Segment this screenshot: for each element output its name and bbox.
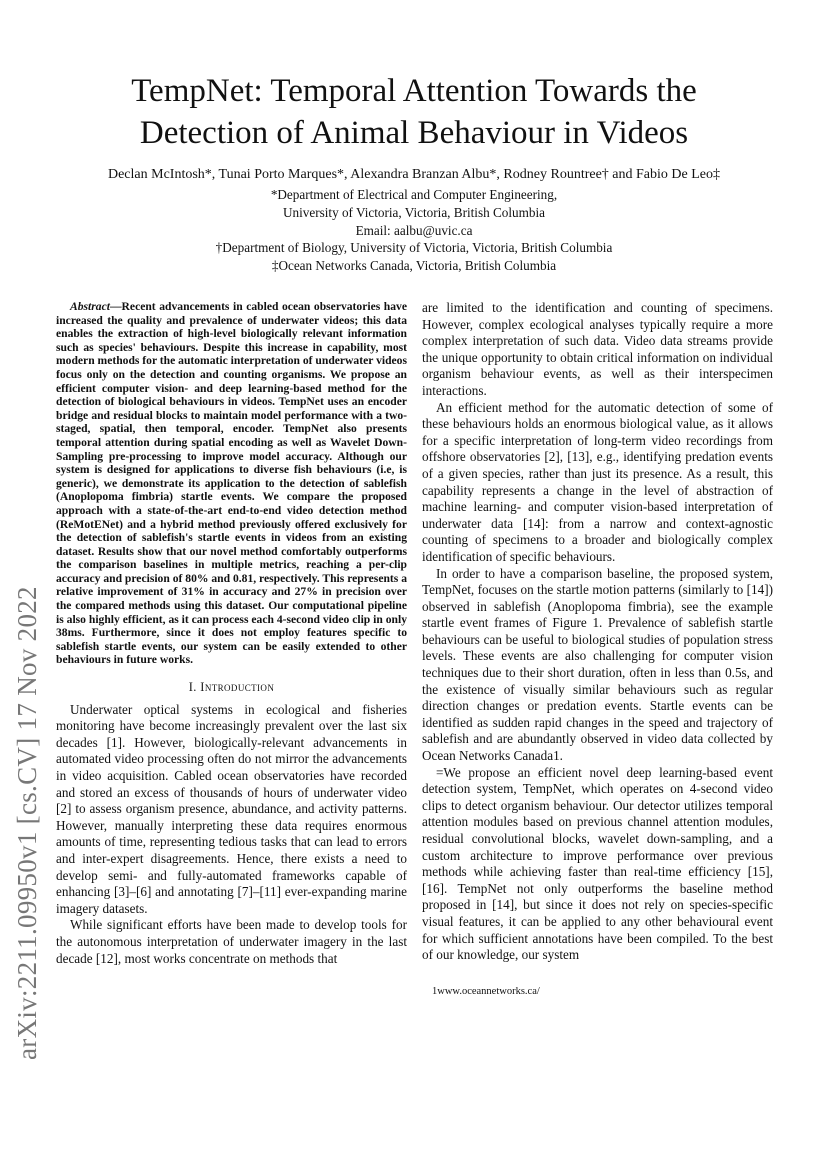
affiliation-4: ‡Ocean Networks Canada, Victoria, British Columbia (271, 258, 557, 273)
author-list: Declan McIntosh*, Tunai Porto Marques*, Alexandra Branzan Albu*, Rodney Rountree† and Fabio De Leo‡ (107, 167, 720, 182)
right-paragraph-0: are limited to the identification and counting of specimens. However, complex ecological analyses typically require a more complex interpretation of such data. Video data streams provide the unique opportunity to obtain critical information on individual organism behaviour events, as well as their interspecimen interactions. (422, 300, 773, 398)
footnote: 1www.oceannetworks.ca/ (432, 986, 540, 997)
intro-paragraph-2: While significant efforts have been made to develop tools for the autonomous interpretation of underwater imagery in the last decade [12], most works concentrate on methods that (56, 917, 407, 966)
left-column (56, 300, 407, 967)
section-heading (56, 679, 407, 696)
abstract-lead: Abstract (70, 300, 110, 313)
title-line-2: Detection of Animal Behaviour in Videos (139, 115, 689, 151)
right-paragraph-1: An efficient method for the automatic detection of some of these behaviours holds an enormous biological value, as it allows for a specific interpretation of long-term video recordings from offshore observatories [2], [13], e.g., identifying predation events of a given species, rather than just its presence. As a result, this capability represents a change in the level of abstraction of machine learning- and computer vision-based interpretation of underwater data [14]: from a narrow and context-agnostic counting of specimens to a broader and biologically complex identification of specific behaviours. (422, 399, 773, 564)
arxiv-identifier: arXiv:2211.09950v1 [cs.CV] 17 Nov 2022 (12, 586, 42, 1060)
right-paragraph-2: In order to have a comparison baseline, the proposed system, TempNet, focuses on the startle motion patterns (similarly to [14]) observed in sablefish (Anoplopoma fimbria), see the example startle event frames of Figure 1. Prevalence of sablefish startle behaviours can be useful to biological studies of population stress levels. These events are also challenging for computer vision techniques due to their short duration, often in less than 0.5s, and the existence of visually similar behaviours such as regular direction changes or predation events. Startle events can be identified as sudden rapid changes in the speed and trajectory of sablefish and are abundantly observed in video data collected by Ocean Networks Canada1. (422, 565, 773, 764)
section-title: Introduction (200, 680, 275, 695)
affiliation-2: University of Victoria, Victoria, British Columbia (282, 205, 545, 220)
section-number: I. (188, 680, 197, 695)
title-line-1: TempNet: Temporal Attention Towards the (131, 73, 697, 109)
intro-paragraph-1: Underwater optical systems in ecological and fisheries monitoring have become increasingly prevalent over the last six decades [1]. However, biologically-relevant advancements in automated video processing often do not mirror the advancements in video acquisition. Cabled ocean observatories have recorded and stored an excess of thousands of hours of underwater video [2] to assess organism presence, abundance, and activity patterns. However, manually interpreting these data requires enormous amounts of time, representing tedious tasks that can lead to errors and inter-expert disagreements. Hence, there exists a need to develop semi- and fully-automated frameworks capable of enhancing [3]–[6] and annotating [7]–[11] ever-expanding marine imagery datasets. (56, 701, 407, 916)
affiliation-3: †Department of Biology, University of Victoria, Victoria, British Columbia (215, 240, 613, 255)
affiliation-1: *Department of Electrical and Computer Engineering, (270, 187, 558, 202)
paper-title (60, 70, 768, 154)
abstract-body: —Recent advancements in cabled ocean observatories have increased the quality and prevalence of underwater videos; this data enables the extraction of high-level biologically relevant information such as species' behaviours. Despite this increase in capability, most modern methods for the automatic interpretation of underwater videos focus only on the detection and counting organisms. We propose an efficient computer vision- and deep learning-based method for the detection of biological behaviours in videos. TempNet uses an encoder bridge and residual blocks to maintain model performance with a two-staged, spatial, then temporal, encoder. TempNet also presents temporal attention during spatial encoding as well as Wavelet Down-Sampling pre-processing to improve model accuracy. Although our system is designed for applications to diverse fish behaviours (i.e, is generic), we demonstrate its application to the detection of sablefish (Anoplopoma fimbria) startle events. We compare the proposed approach with a state-of-the-art end-to-end video detection method (ReMotENet) and a hybrid method previously offered exclusively for the detection of sablefish's startle events in videos from an existing dataset. Results show that our novel method comfortably outperforms the comparison baselines in multiple metrics, reaching a per-clip accuracy and precision of 80% and 0.81, respectively. This represents a relative improvement of 31% in accuracy and 27% in precision over the compared methods using this dataset. Our computational pipeline is also highly efficient, as it can process each 4-second video clip in only 38ms. Furthermore, since it does not employ features specific to sablefish startle events, our system can be easily extended to other behaviours in future works. (56, 300, 407, 667)
affiliation-email: Email: aalbu@uvic.ca (355, 223, 473, 238)
right-paragraph-3: =We propose an efficient novel deep learning-based event detection system, TempNet, which operates on 4-second video clips to detect organism behaviour. Our detector utilizes temporal attention modules based on previous channel attention modules, residual convolutional blocks, wavelet down-sampling, and a custom architecture to improve performance over previous methods while achieving faster than real-time efficiency [15], [16]. TempNet not only outperforms the baseline method proposed in [14], but since it does not rely on species-specific visual features, it can be applied to any other behavioural event for which sufficient annotations have been compiled. To the best of our knowledge, our system (422, 764, 773, 963)
right-column (422, 300, 773, 964)
abstract (56, 300, 407, 667)
